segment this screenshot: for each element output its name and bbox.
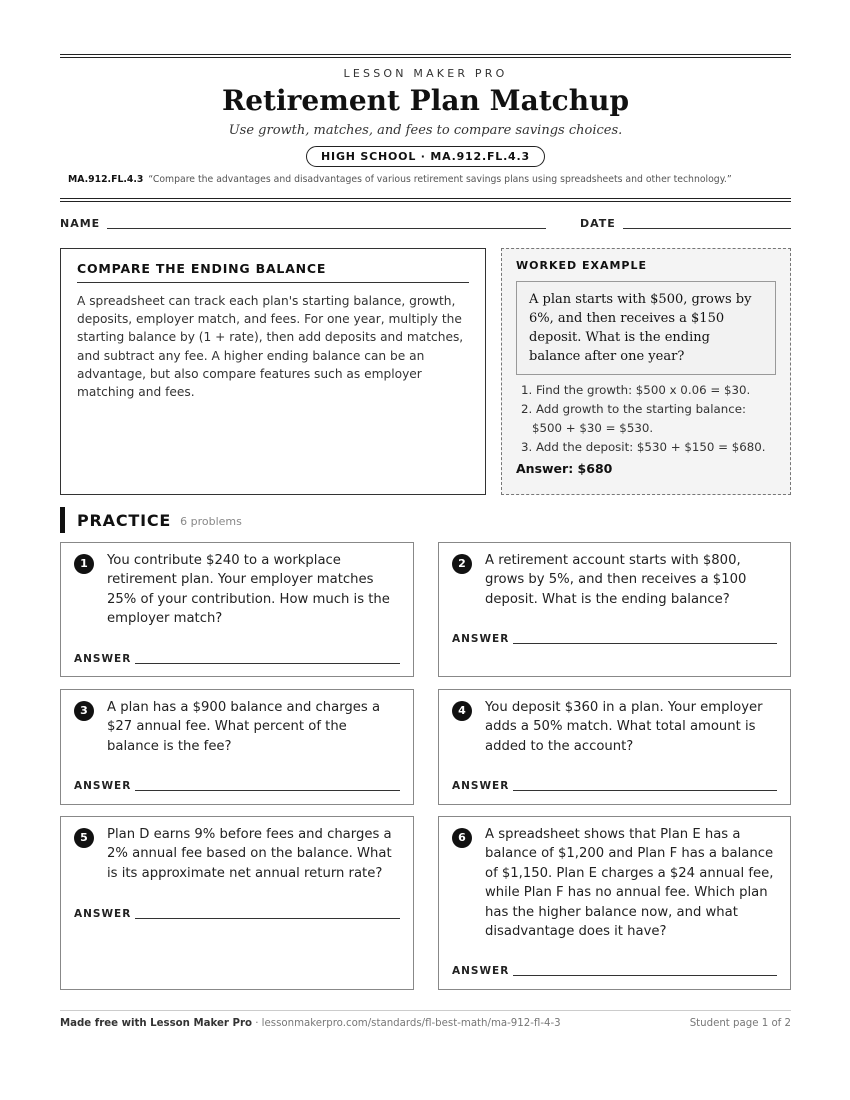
footer: [60, 1018, 791, 1029]
grade-standard-badge: HIGH SCHOOL · MA.912.FL.4.3: [306, 146, 545, 167]
footer-made-with: Made free with Lesson Maker Pro: [60, 1018, 252, 1029]
concept-box: [60, 248, 486, 495]
worked-example-question: A plan starts with $500, grows by 6%, and then receives a $150 deposit. What is the ending balance after one year?: [516, 281, 776, 375]
worked-step: 1. Find the growth: $500 x 0.06 = $30.: [521, 383, 751, 397]
problem-number-badge: 4: [452, 701, 472, 721]
answer-field-2[interactable]: [513, 643, 777, 644]
worked-example-heading: WORKED EXAMPLE: [516, 259, 647, 272]
worksheet-subtitle: Use growth, matches, and fees to compare savings choices.: [228, 123, 623, 138]
answer-field-6[interactable]: [513, 975, 777, 976]
problem-card-4: [438, 689, 791, 805]
problem-text: A retirement account starts with $800, grows by 5%, and then receives a $100 deposit. What is the ending balance?: [485, 553, 747, 607]
standard-text: “Compare the advantages and disadvantages of various retirement savings plans using spreadsheets and other technology.”: [148, 174, 732, 185]
problem-number-badge: 3: [74, 701, 94, 721]
name-field[interactable]: [107, 228, 546, 229]
answer-field-4[interactable]: [513, 790, 777, 791]
problem-card-3: [60, 689, 414, 805]
answer-field-5[interactable]: [135, 918, 400, 919]
date-field[interactable]: [623, 228, 791, 229]
problem-text: You deposit $360 in a plan. Your employer adds a 50% match. What total amount is added to the account?: [485, 700, 763, 754]
worked-example-answer: Answer: $680: [516, 461, 613, 476]
date-label: DATE: [580, 217, 616, 230]
answer-label: ANSWER: [74, 908, 132, 920]
problem-number-badge: 5: [74, 828, 94, 848]
practice-count: 6 problems: [180, 515, 242, 528]
problem-card-2: [438, 542, 791, 677]
worked-example-box: [501, 248, 791, 495]
answer-field-3[interactable]: [135, 790, 400, 791]
practice-label: PRACTICE: [77, 510, 172, 530]
concept-heading: COMPARE THE ENDING BALANCE: [77, 261, 469, 283]
problem-text: Plan D earns 9% before fees and charges a 2% annual fee based on the balance. What is its approximate net annual return rate?: [107, 827, 392, 881]
footer-rule: [60, 1010, 791, 1011]
badge-wrap: [60, 145, 791, 167]
answer-label: ANSWER: [74, 780, 132, 792]
worked-step: 3. Add the deposit: $530 + $150 = $680.: [521, 440, 766, 454]
header-rule-top: [60, 54, 791, 58]
problem-text: A plan has a $900 balance and charges a $27 annual fee. What percent of the balance is the fee?: [107, 700, 381, 754]
problem-card-5: [60, 816, 414, 990]
answer-label: ANSWER: [452, 633, 510, 645]
problem-card-6: [438, 816, 791, 990]
problem-number-badge: 6: [452, 828, 472, 848]
name-label: NAME: [60, 217, 101, 230]
problem-card-1: [60, 542, 414, 677]
answer-field-1[interactable]: [135, 663, 400, 664]
standard-line: [68, 174, 790, 185]
standard-code: MA.912.FL.4.3: [68, 174, 144, 185]
answer-label: ANSWER: [74, 653, 132, 665]
worked-step: 2. Add growth to the starting balance: $500 + $30 = $530.: [521, 402, 746, 435]
answer-label: ANSWER: [452, 965, 510, 977]
header-rule-bottom: [60, 198, 791, 202]
answer-label: ANSWER: [452, 780, 510, 792]
page-indicator: Student page 1 of 2: [689, 1018, 791, 1029]
problem-number-badge: 2: [452, 554, 472, 574]
worksheet-title: Retirement Plan Matchup: [221, 84, 630, 117]
footer-url: · lessonmakerpro.com/standards/fl-best-math/ma-912-fl-4-3: [251, 1018, 561, 1029]
practice-heading: [60, 507, 242, 533]
concept-body: A spreadsheet can track each plan's starting balance, growth, deposits, employer match, and fees. For one year, multiply the starting balance by (1 + rate), then add deposits and matches, and subtract any fee. A higher ending balance can be an advantage, but also compare features such as employer matching and fees.: [77, 294, 464, 400]
problem-text: A spreadsheet shows that Plan E has a balance of $1,200 and Plan F has a balance of $1,150. Plan E charges a $24 annual fee, while Plan F has no annual fee. Which plan has the higher balance now, and what disadvantage does it have?: [485, 827, 774, 940]
worked-example-steps: [516, 381, 776, 457]
brand-name: LESSON MAKER PRO: [343, 67, 508, 80]
problem-text: You contribute $240 to a workplace retirement plan. Your employer matches 25% of your contribution. How much is the employer match?: [107, 553, 390, 627]
problem-number-badge: 1: [74, 554, 94, 574]
